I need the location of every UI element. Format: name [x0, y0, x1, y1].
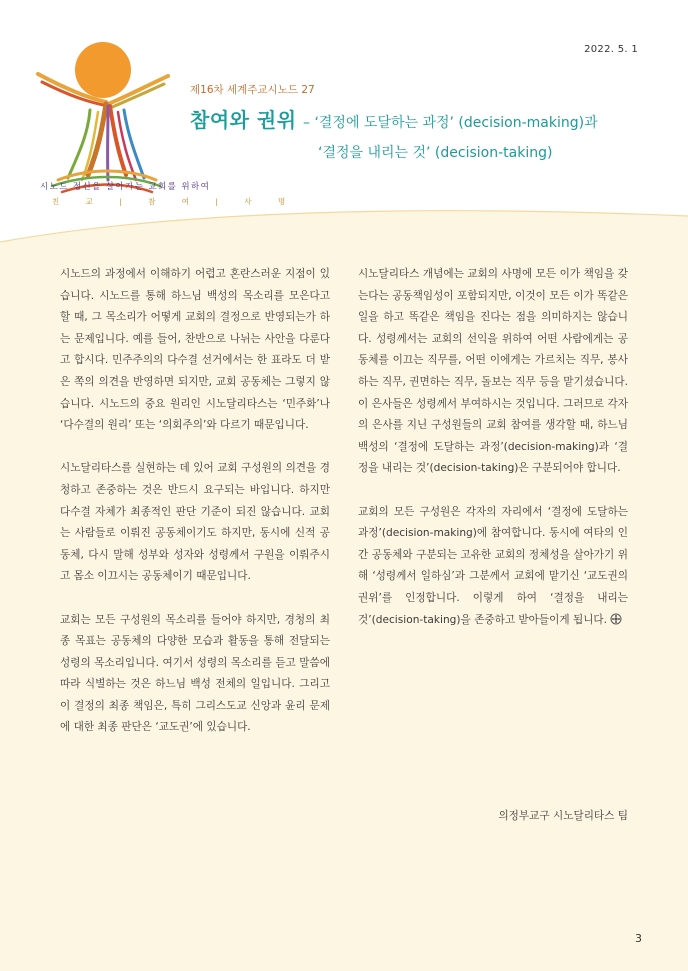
body-paragraph-text: 교회의 모든 구성원은 각자의 자리에서 ‘결정에 도달하는 과정’(decision-making)에 참여합니다. 동시에 여타의 인간 공동체와 구분되는 고유한 교회의 정체성을 살아가기 위해 ‘성령께서 일하심’과 그분께서 교회에 맡기신 ‘교도권의 권위’를 인정합니다. 이렇게 하여 ‘결정을 내리는 것’(decision-taking)을 존중하고 받아들이게 됩니다. [358, 505, 628, 626]
issue-date: 2022. 5. 1 [584, 44, 638, 55]
body-paragraph: 시노드의 과정에서 이해하기 어렵고 혼란스러운 지점이 있습니다. 시노드를 통해 하느님 백성의 목소리를 모은다고 할 때, 그 목소리가 어떻게 교회의 결정으로 반영되는가 하는 문제입니다. 예를 들어, 찬반으로 나뉘는 사안을 다룬다고 합시다. 민주주의의 다수결 선거에서는 한 표라도 더 받은 쪽의 의견을 반영하면 되지만, 교회 공동체는 그렇지 않습니다. 시노드의 중요 원리인 시노달리타스는 ‘민주화’나 ‘다수결의 원리’ 또는 ‘의회주의’와 다르기 때문입니다. [60, 268, 330, 432]
page-subtitle-line2: ‘결정을 내리는 것’ (decision-taking) [318, 145, 553, 161]
body-column-right [358, 264, 628, 653]
body-column-left [60, 264, 330, 761]
synod-motto-keywords: 친 교 | 참 여 | 사 명 [52, 197, 298, 206]
page-subtitle-line1: – ‘결정에 도달하는 과정’ (decision-making)과 [303, 115, 598, 131]
flower-end-mark-icon [610, 613, 622, 625]
page-title: 참여와 권위 [190, 108, 297, 132]
page-number: 3 [635, 932, 642, 945]
synod-logo-icon [28, 40, 178, 200]
body-paragraph: 시노달리타스 개념에는 교회의 사명에 모든 이가 책임을 갖는다는 공동책임성이 포함되지만, 이것이 모든 이가 똑같은 일을 하고 똑같은 책임을 진다는 점을 의미하지는 않습니다. 성령께서는 교회의 선익을 위하여 어떤 사람에게는 공동체를 이끄는 직무를, 어떤 이에게는 가르치는 직무, 봉사하는 직무, 권면하는 직무, 돌보는 직무 등을 맡기셨습니다. 이 은사들은 성령께서 부여하시는 것입니다. 그러므로 각자의 은사를 지닌 구성원들의 교회 참여를 생각할 때, 하느님 백성의 ‘결정에 도달하는 과정’(decision-making)과 ‘결정을 내리는 것’(decision-taking)은 구분되어야 합니다. [358, 268, 628, 475]
body-paragraph: 교회는 모든 구성원의 목소리를 들어야 하지만, 경청의 최종 목표는 공동체의 다양한 모습과 활동을 통해 전달되는 성령의 목소리입니다. 여기서 성령의 목소리를 듣고 말씀에 따라 식별하는 것은 하느님 백성 전체의 일입니다. 그리고 이 결정의 최종 책임은, 특히 그리스도교 신앙과 윤리 문제에 대한 최종 판단은 ‘교도권’에 있습니다. [60, 613, 330, 734]
synod-series-label: 제16차 세계주교시노드 27 [190, 84, 315, 96]
synod-motto: 시노드 정신을 살아가는 교회를 위하여 [40, 182, 211, 192]
body-paragraph-last [358, 502, 628, 632]
body-paragraph: 시노달리타스를 실현하는 데 있어 교회 구성원의 의견을 경청하고 존중하는 것은 반드시 요구되는 바입니다. 하지만 다수결 자체가 최종적인 판단 기준이 되진 않습니다. 교회는 사람들로 이뤄진 공동체이기도 하지만, 동시에 신적 공동체, 다시 말해 성부와 성자와 성령께서 구원을 이뤄주시고 몸소 이끄시는 공동체이기 때문입니다. [60, 462, 330, 583]
signature: 의정부교구 시노달리타스 팀 [498, 810, 628, 822]
